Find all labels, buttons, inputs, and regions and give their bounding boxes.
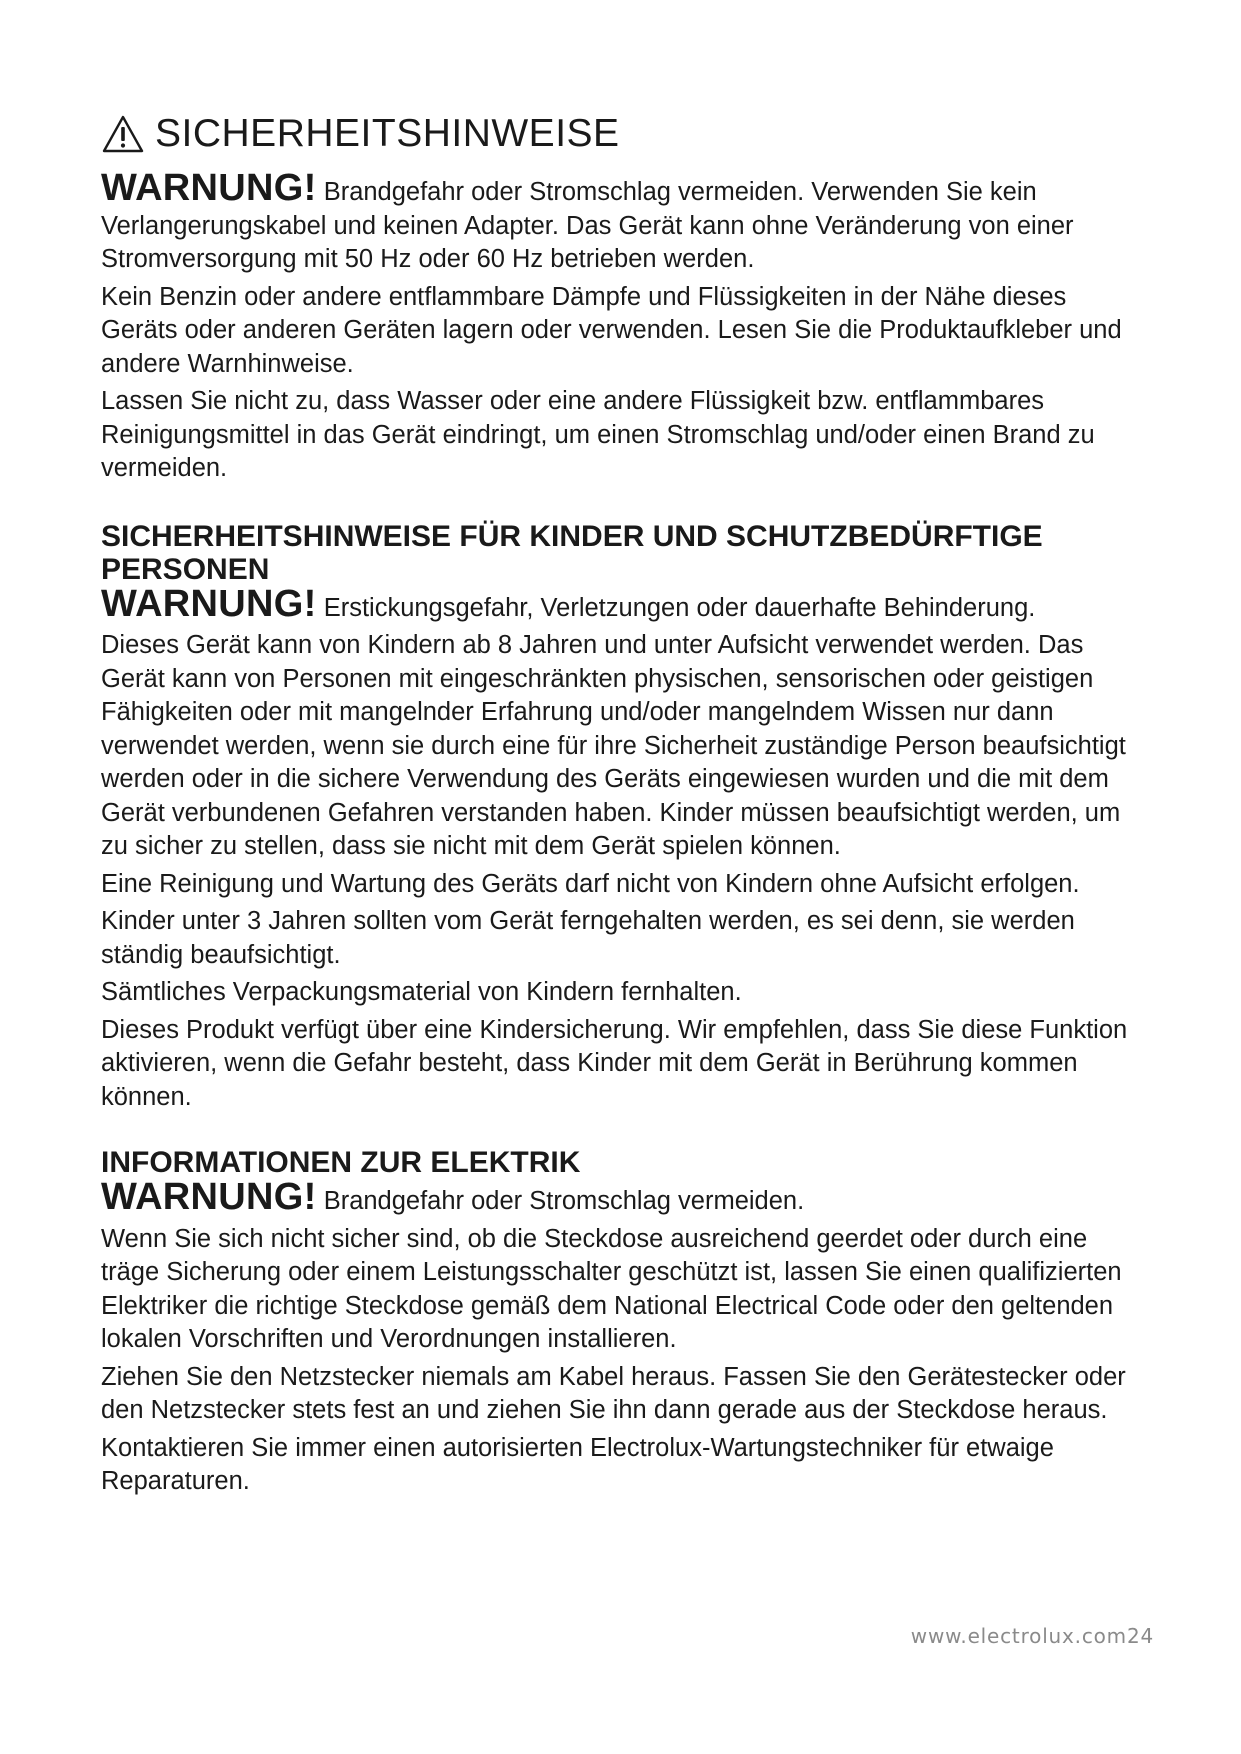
- section-heading: SICHERHEITSHINWEISE FÜR KINDER UND SCHUTZBEDÜRFTIGE PERSONEN: [101, 519, 1043, 586]
- paragraph: Sämtliches Verpackungsmaterial von Kindern fernhalten.: [101, 978, 742, 1006]
- document-page: [101, 108, 1131, 1503]
- paragraph: Dieses Gerät kann von Kindern ab 8 Jahren und unter Aufsicht verwendet werden. Das Gerät kann von Personen mit eingeschränkten physischen, sensorischen oder geistigen Fähigkeiten oder mit mangelnder Erfahrung und/oder mangelndem Wissen nur dann verwendet werden, wenn sie durch eine für ihre Sicherheit zuständige Person beaufsichtigt werden oder in die sichere Verwendung des Geräts eingewiesen wurden und die mit dem Gerät verbundenen Gefahren verstanden haben. Kinder müssen beaufsichtigt werden, um zu sicher zu stellen, dass sie nicht mit dem Gerät spielen können.: [101, 631, 1126, 860]
- section-general-safety: [101, 167, 1131, 486]
- paragraph: Kein Benzin oder andere entflammbare Dämpfe und Flüssigkeiten in der Nähe dieses Geräts oder anderen Geräten lagern oder verwenden. Lesen Sie die Produktaufkleber und andere Warnhinweise.: [101, 282, 1122, 378]
- paragraph: Wenn Sie sich nicht sicher sind, ob die Steckdose ausreichend geerdet oder durch eine träge Sicherung oder einem Leistungsschalter geschützt ist, lassen Sie einen qualifizierten Elektriker die richtige Steckdose gemäß dem National Electrical Code oder den geltenden lokalen Vorschriften und Verordnungen installieren.: [101, 1224, 1122, 1353]
- warning-paragraph: [101, 167, 1131, 277]
- paragraph: Kontaktieren Sie immer einen autorisierten Electrolux-Wartungstechniker für etwaige Reparaturen.: [101, 1433, 1054, 1495]
- warning-text: Brandgefahr oder Stromschlag vermeiden.: [323, 1187, 805, 1215]
- warning-paragraph: [101, 1176, 1131, 1219]
- warning-label: WARNUNG!: [101, 582, 317, 625]
- paragraph: Kinder unter 3 Jahren sollten vom Gerät ferngehalten werden, es sei denn, sie werden ständig beaufsichtigt.: [101, 907, 1075, 969]
- title-row: [101, 108, 1131, 160]
- warning-label: WARNUNG!: [101, 1176, 317, 1218]
- section-children-safety: [101, 520, 1131, 1115]
- section-electrical-info: [101, 1146, 1131, 1499]
- warning-text: Brandgefahr oder Stromschlag vermeiden. Verwenden Sie kein Verlangerungskabel und keinen Adapter. Das Gerät kann ohne Veränderung von einer Stromversorgung mit 50 Hz oder 60 Hz betrieben werden.: [101, 178, 1074, 273]
- paragraph: Eine Reinigung und Wartung des Geräts darf nicht von Kindern ohne Aufsicht erfolgen.: [101, 869, 1080, 898]
- warning-text: Erstickungsgefahr, Verletzungen oder dauerhafte Behinderung.: [323, 593, 1036, 622]
- section-heading: INFORMATIONEN ZUR ELEKTRIK: [101, 1146, 581, 1179]
- paragraph: Ziehen Sie den Netzstecker niemals am Kabel heraus. Fassen Sie den Gerätestecker oder den Netzstecker stets fest an und ziehen Sie ihn dann gerade aus der Steckdose heraus.: [101, 1362, 1126, 1424]
- warning-triangle-icon: [101, 114, 145, 154]
- warning-label: WARNUNG!: [101, 167, 317, 209]
- footer-url: www.electrolux.com24: [910, 1624, 1154, 1648]
- paragraph: Dieses Produkt verfügt über eine Kindersicherung. Wir empfehlen, dass Sie diese Funktion aktivieren, wenn die Gefahr besteht, dass Kinder mit dem Gerät in Berührung kommen können.: [101, 1015, 1128, 1111]
- paragraph: Lassen Sie nicht zu, dass Wasser oder eine andere Flüssigkeit bzw. entflammbares Reinigungsmittel in das Gerät eindringt, um einen Stromschlag und/oder einen Brand zu vermeiden.: [101, 387, 1095, 482]
- warning-paragraph: [101, 582, 1131, 626]
- page-title: SICHERHEITSHINWEISE: [155, 112, 620, 155]
